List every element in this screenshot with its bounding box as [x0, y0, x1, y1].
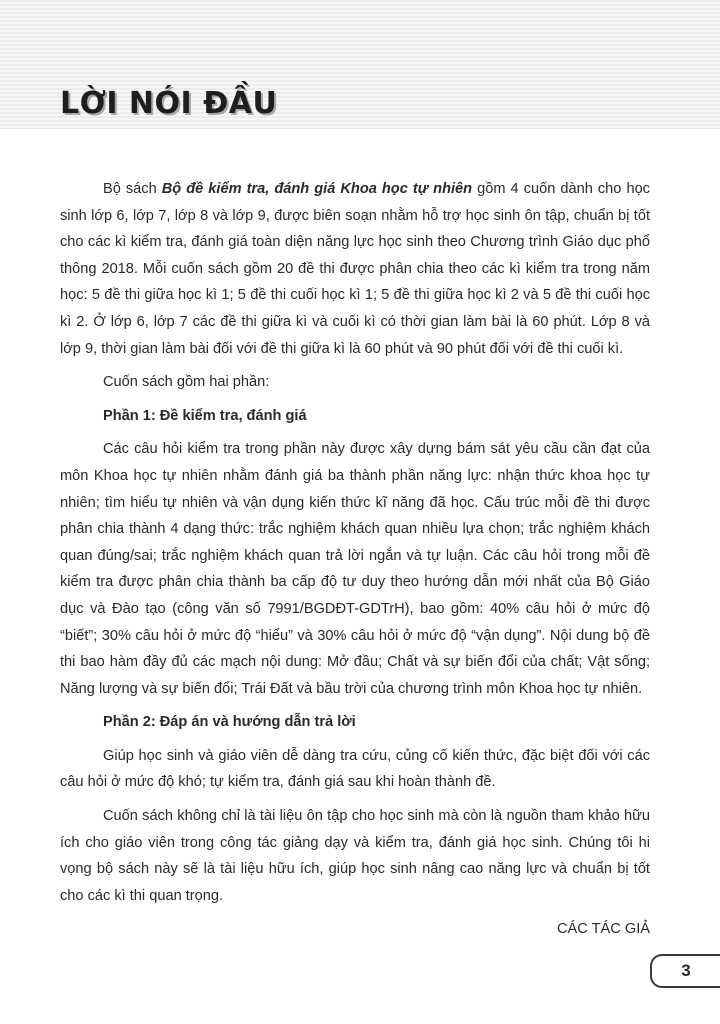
part1-heading: Phần 1: Đề kiểm tra, đánh giá [103, 407, 307, 424]
intro-lead: Bộ sách [103, 181, 162, 197]
closing-paragraph: Cuốn sách không chỉ là tài liệu ôn tập cho học sinh mà còn là nguồn tham khảo hữu ích cho giáo viên trong công tác giảng dạy và kiểm tra, đánh giá học sinh. Chúng tôi hi vọng bộ sách này sẽ là tài liệu hữu ích, giúp học sinh nâng cao năng lực và chuẩn bị tốt cho các kì thi quan trọng. [60, 808, 650, 904]
signature: CÁC TÁC GIẢ [557, 921, 650, 938]
parts-intro: Cuốn sách gồm hai phần: [103, 374, 270, 391]
book-title: Bộ đề kiểm tra, đánh giá Khoa học tự nhiên [161, 181, 473, 197]
part1-body: Các câu hỏi kiểm tra trong phần này được xây dựng bám sát yêu cầu cần đạt của môn Khoa học tự nhiên nhằm đánh giá ba thành phần năng lực: nhận thức khoa học tự nhiên; tìm hiểu tự nhiên và vận dụng kiến thức kĩ năng đã học. Cấu trúc mỗi đề thi được phân chia thành 4 dạng thức: trắc nghiệm khách quan nhiều lựa chọn; trắc nghiệm khách quan đúng/sai; trắc nghiệm khách quan trả lời ngắn và tự luận. Các câu hỏi trong mỗi đề kiểm tra được phân chia thành ba cấp độ tư duy theo hướng dẫn mới nhất của Bộ Giáo dục và Đào tạo (công văn số 7991/BGDĐT-GDTrH), bao gồm: 40% câu hỏi ở mức độ “biết”; 30% câu hỏi ở mức độ “hiểu” và 30% câu hỏi ở mức độ “vận dụng”. Nội dung bộ đề thi bao hàm đầy đủ các mạch nội dung: Mở đầu; Chất và sự biến đổi của chất; Vật sống; Năng lượng và sự biến đổi; Trái Đất và bầu trời của chương trình môn Khoa học tự nhiên. [60, 441, 650, 697]
page-title: LỜI NÓI ĐẦU [60, 86, 278, 121]
page-number: 3 [681, 961, 691, 980]
page-number-tab [650, 954, 720, 988]
part2-heading: Phần 2: Đáp án và hướng dẫn trả lời [103, 714, 356, 731]
preface-body [60, 176, 650, 950]
intro-paragraph [60, 176, 650, 362]
part2-body: Giúp học sinh và giáo viên dễ dàng tra cứu, củng cố kiến thức, đặc biệt đối với các câu hỏi ở mức độ khó; tự kiểm tra, đánh giá sau khi hoàn thành đề. [60, 747, 650, 791]
intro-rest: gồm 4 cuốn dành cho học sinh lớp 6, lớp 7, lớp 8 và lớp 9, được biên soạn nhằm hỗ trợ học sinh ôn tập, chuẩn bị tốt cho các kì kiểm tra, đánh giá toàn diện năng lực học sinh theo Chương trình Giáo dục phổ thông 2018. Mỗi cuốn sách gồm 20 đề thi được phân chia theo các kì kiểm tra trong năm học: 5 đề thi giữa học kì 1; 5 đề thi cuối học kì 1; 5 đề thi giữa học kì 2 và 5 đề thi cuối học kì 2. Ở lớp 6, lớp 7 các đề thi giữa kì và cuối kì có thời gian làm bài là 60 phút. Lớp 8 và lớp 9, thời gian làm bài đối với đề thi giữa kì là 60 phút và 90 phút đối với đề thi cuối kì. [60, 181, 650, 357]
